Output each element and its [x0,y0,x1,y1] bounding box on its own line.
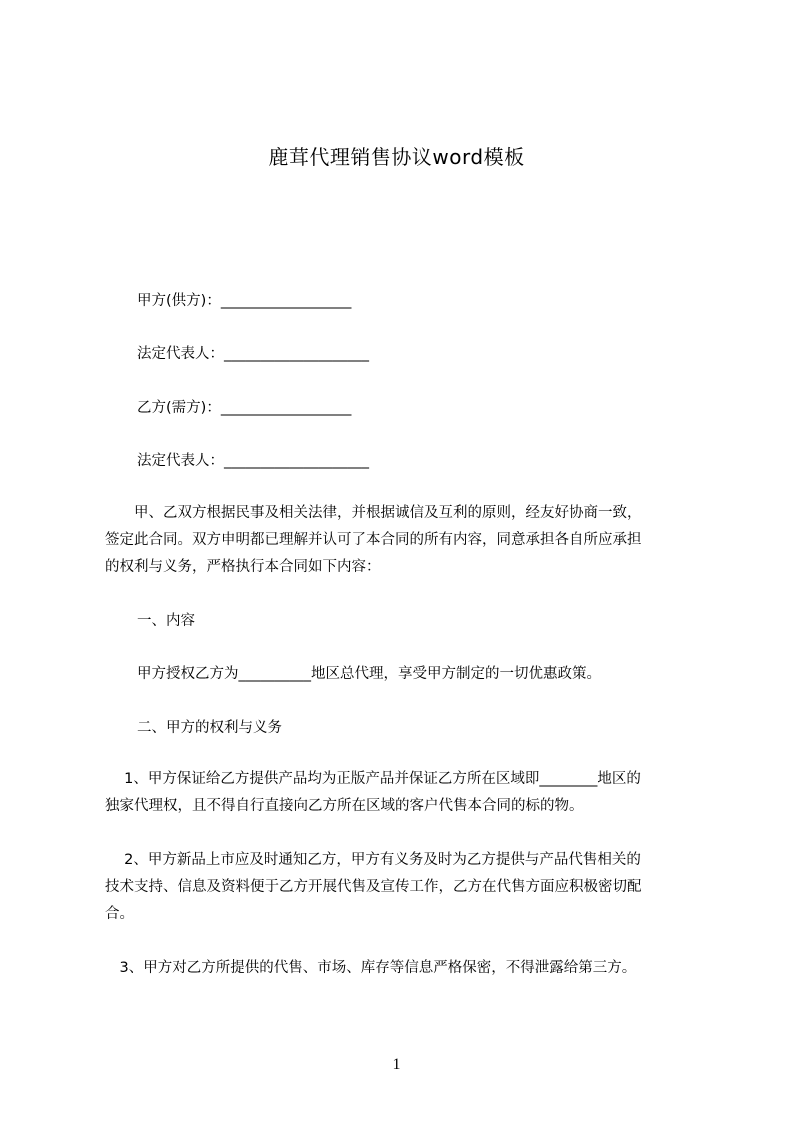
party-b-representative-line: 法定代表人：____________________ [137,453,369,469]
party-a-line: 甲方(供方)：__________________ [137,293,352,309]
clause-2-line: 技术支持、信息及资料便于乙方开展代售及宣传工作，乙方在代售方面应积极密切配 [105,879,642,895]
clause-1-line: 独家代理权，且不得自行直接向乙方所在区域的客户代售本合同的标的物。 [105,798,584,814]
clause-2-line: 2、甲方新品上市应及时通知乙方，甲方有义务及时为乙方提供与产品代售相关的 [105,852,641,868]
page-number: 1 [392,1056,401,1073]
clause-1-paragraph [105,766,705,820]
intro-line: 的权利与义务，严格执行本合同如下内容： [105,559,381,575]
clause-3-text: 3、甲方对乙方所提供的代售、市场、库存等信息严格保密，不得泄露给第三方。 [105,960,637,976]
intro-line: 甲、乙双方根据民事及相关法律，并根据诚信及互利的原则，经友好协商一致， [105,505,642,521]
clause-2-paragraph [105,847,705,928]
section-1-text: 甲方授权乙方为__________地区总代理，享受甲方制定的一切优惠政策。 [137,666,601,682]
intro-paragraph [105,500,705,581]
section-2-heading: 二、甲方的权利与义务 [137,720,282,736]
document-title: 鹿茸代理销售协议word模板 [268,145,525,169]
party-a-representative-line: 法定代表人：____________________ [137,346,369,362]
clause-1-line: 1、甲方保证给乙方提供产品均为正版产品并保证乙方所在区域即________地区的 [105,771,641,787]
party-b-line: 乙方(需方)：__________________ [137,400,352,416]
clause-2-line: 合。 [105,906,134,922]
intro-line: 签定此合同。双方申明都已理解并认可了本合同的所有内容，同意承担各自所应承担 [105,532,642,548]
section-1-heading: 一、内容 [137,613,195,629]
